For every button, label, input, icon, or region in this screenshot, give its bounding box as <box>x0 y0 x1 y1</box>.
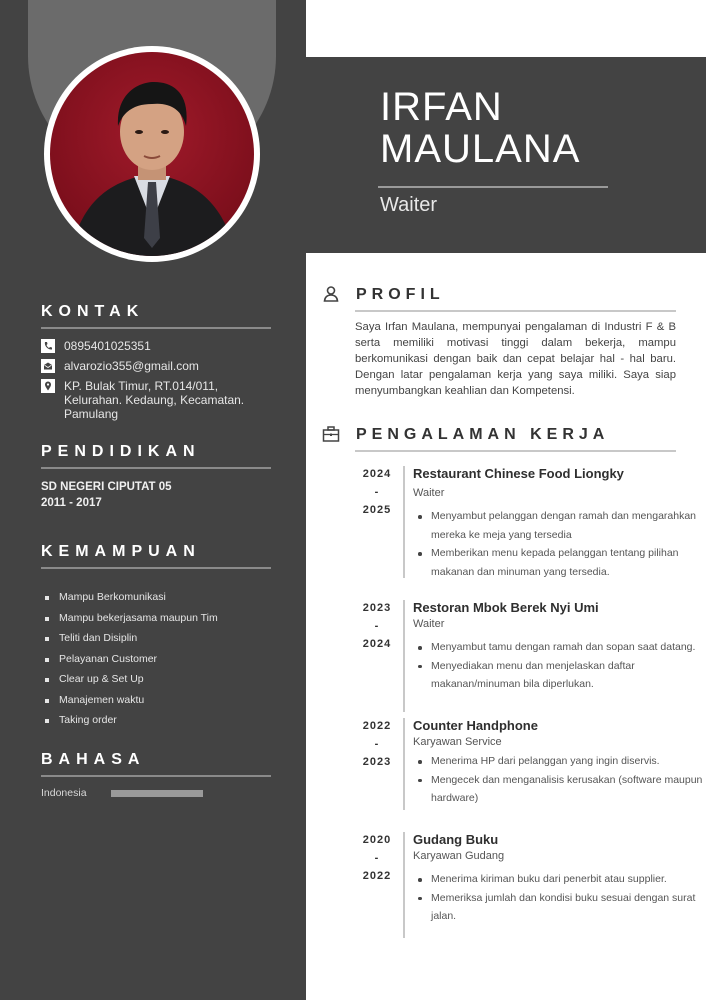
language-item <box>41 787 271 799</box>
profile-section <box>322 285 676 399</box>
job-details <box>413 466 706 581</box>
job-start-year: 2024 <box>362 468 392 480</box>
job-task: Menyambut pelanggan dengan ramah dan mengarahkan mereka ke meja yang tersedia <box>413 507 706 544</box>
job-years <box>356 718 398 770</box>
job-tasks <box>413 870 706 926</box>
skill-item: Teliti dan Disiplin <box>41 628 271 649</box>
school-years: 2011 - 2017 <box>41 497 102 509</box>
job-task: Memberikan menu kepada pelanggan tentang pilihan makanan dan minuman yang tersedia. <box>413 544 706 581</box>
sidebar <box>0 0 306 1000</box>
skill-item: Manajemen waktu <box>41 690 271 711</box>
job-details <box>413 718 706 808</box>
skills-list <box>41 579 271 731</box>
contact-phone <box>41 339 271 353</box>
year-separator: - <box>374 738 380 750</box>
job-details <box>413 600 706 694</box>
job-end-year: 2025 <box>362 504 392 516</box>
job-task: Memeriksa jumlah dan kondisi buku sesuai dengan surat jalan. <box>413 889 706 926</box>
address-text: KP. Bulak Timur, RT.014/011, Kelurahan. Kedaung, Kecamatan. Pamulang <box>64 379 245 421</box>
job-role: Karyawan Gudang <box>413 850 505 862</box>
timeline-line <box>403 832 405 938</box>
job-years <box>356 466 398 518</box>
map-pin-icon <box>41 379 55 393</box>
contact-section <box>41 303 271 427</box>
job-tasks <box>413 507 706 581</box>
job-tasks <box>413 638 706 694</box>
school-name: SD NEGERI CIPUTAT 05 <box>41 481 172 493</box>
job-task: Menerima kiriman buku dari penerbit atau supplier. <box>413 870 706 889</box>
job-details <box>413 832 706 926</box>
job-company: Restoran Mbok Berek Nyi Umi <box>413 600 599 615</box>
job-entry <box>356 466 706 578</box>
timeline-line <box>403 600 405 712</box>
skills-section <box>41 543 271 731</box>
first-name: IRFAN <box>380 85 503 129</box>
experience-header <box>322 425 676 445</box>
experience-heading: PENGALAMAN KERJA <box>356 426 610 443</box>
last-name: MAULANA <box>380 127 581 171</box>
job-start-year: 2020 <box>362 834 392 846</box>
profile-photo <box>50 52 254 256</box>
job-task: Menyambut tamu dengan ramah dan sopan saat datang. <box>413 638 706 657</box>
language-level-bar <box>111 790 203 797</box>
person-portrait-icon <box>50 52 254 256</box>
contact-email <box>41 359 271 373</box>
job-task: Menyediakan menu dan menjelaskan daftar makanan/minuman bila diperlukan. <box>413 657 706 694</box>
job-role: Waiter <box>413 487 445 499</box>
title-divider <box>378 186 608 188</box>
languages-heading: BAHASA <box>41 751 271 777</box>
profile-text: Saya Irfan Maulana, mempunyai pengalaman di Industri F & B serta memiliki motivasi tinggi dalam bekerja, mampu berkomunikasi dengan baik dan cepat belajar hal - hal baru. Dengan latar pengalaman kerja yang saya miliki. Saya siap menyumbangkan keahlian dan Kompetensi. <box>355 321 676 397</box>
contact-heading: KONTAK <box>41 303 271 329</box>
job-end-year: 2023 <box>362 756 392 768</box>
user-icon <box>322 285 342 305</box>
skill-item: Clear up & Set Up <box>41 669 271 690</box>
skill-item: Pelayanan Customer <box>41 649 271 670</box>
job-entry <box>356 832 706 938</box>
timeline-line <box>403 466 405 578</box>
year-separator: - <box>374 486 380 498</box>
year-separator: - <box>374 620 380 632</box>
profile-header <box>322 285 676 305</box>
job-entry <box>356 600 706 712</box>
education-section <box>41 443 271 511</box>
skills-heading: KEMAMPUAN <box>41 543 271 569</box>
job-company: Restaurant Chinese Food Liongky <box>413 466 624 481</box>
job-role: Waiter <box>413 618 445 630</box>
job-title: Waiter <box>380 194 438 216</box>
experience-section <box>322 425 676 452</box>
envelope-icon <box>41 359 55 373</box>
briefcase-icon <box>322 425 342 445</box>
language-name: Indonesia <box>41 787 87 799</box>
job-end-year: 2024 <box>362 638 392 650</box>
job-start-year: 2022 <box>362 720 392 732</box>
job-company: Counter Handphone <box>413 718 538 733</box>
job-company: Gudang Buku <box>413 832 499 847</box>
profile-photo-frame <box>44 46 260 262</box>
job-years <box>356 600 398 652</box>
email-address[interactable]: alvarozio355@gmail.com <box>64 359 199 373</box>
languages-section <box>41 751 271 799</box>
full-name <box>380 86 580 170</box>
timeline-line <box>403 718 405 810</box>
job-tasks <box>413 752 706 808</box>
skill-item: Mampu bekerjasama maupun Tim <box>41 608 271 629</box>
job-start-year: 2023 <box>362 602 392 614</box>
year-separator: - <box>374 852 380 864</box>
job-task: Menerima HP dari pelanggan yang ingin diservis. <box>413 752 706 771</box>
skill-item: Taking order <box>41 710 271 731</box>
job-role: Karyawan Service <box>413 736 502 748</box>
profile-divider <box>355 310 676 312</box>
phone-icon <box>41 339 55 353</box>
job-end-year: 2022 <box>362 870 392 882</box>
job-entry <box>356 718 706 810</box>
job-years <box>356 832 398 884</box>
profile-heading: PROFIL <box>356 286 445 303</box>
education-heading: PENDIDIKAN <box>41 443 271 469</box>
job-task: Mengecek dan menganalisis kerusakan (software maupun hardware) <box>413 771 706 808</box>
skill-item: Mampu Berkomunikasi <box>41 587 271 608</box>
experience-divider <box>355 450 676 452</box>
phone-number[interactable]: 0895401025351 <box>64 339 151 353</box>
contact-address <box>41 379 271 421</box>
